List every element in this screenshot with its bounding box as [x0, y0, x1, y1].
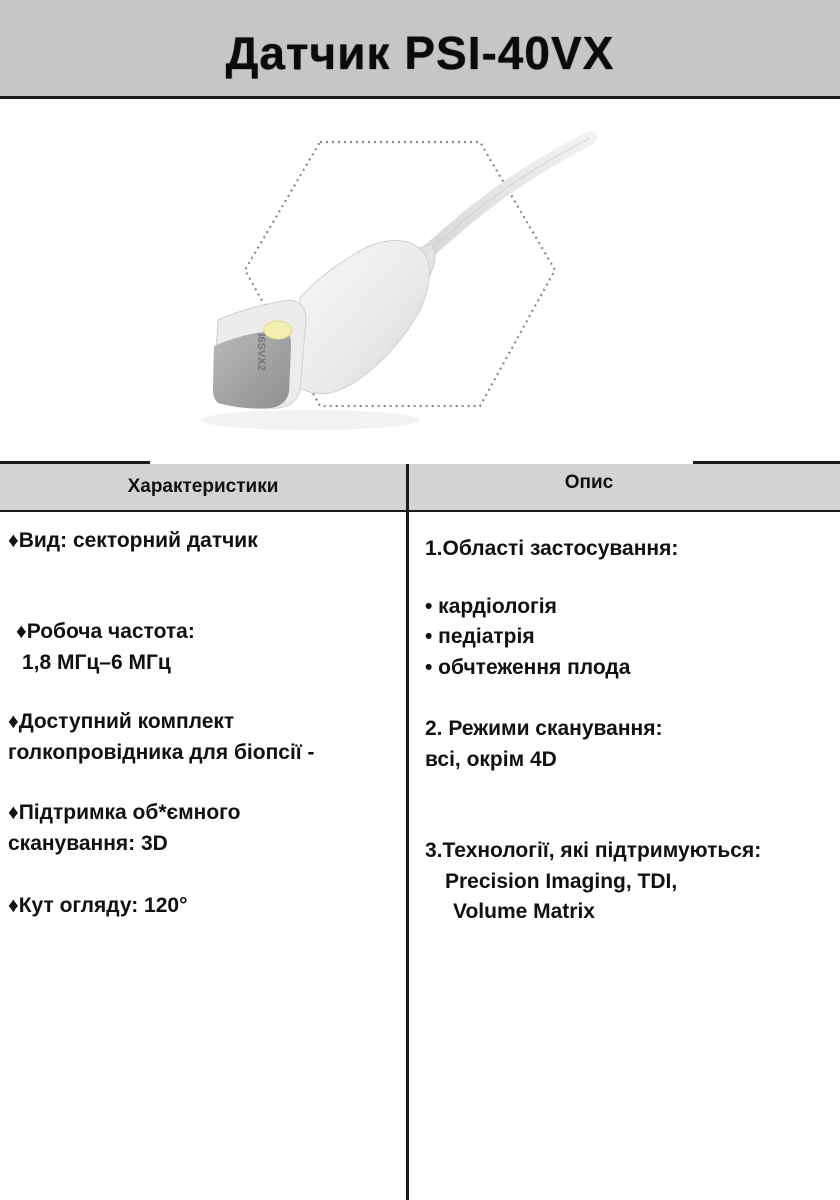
desc-area-item: • педіатрія: [425, 625, 535, 648]
spec-view-angle: ♦Кут огляду: 120°: [8, 894, 188, 917]
column-divider: [406, 464, 409, 1200]
table-header-right: [409, 464, 840, 512]
desc-areas-title: 1.Області застосування:: [425, 537, 679, 560]
desc-modes-title: 2. Режими сканування:: [425, 717, 663, 740]
ultrasound-probe-icon: [150, 120, 620, 460]
probe-image: [150, 120, 620, 460]
table-header-left: [0, 464, 406, 512]
column-header-characteristics: Характеристики: [127, 476, 279, 497]
probe-cable: [420, 138, 590, 258]
spec-volume-label: ♦Підтримка об*ємного: [8, 801, 241, 824]
spec-volume-value: сканування: 3D: [8, 832, 168, 855]
spec-frequency-label: ♦Робоча частота:: [16, 620, 195, 643]
spec-biopsy-label: ♦Доступний комплект: [8, 710, 235, 733]
page-title: Датчик PSI-40VX: [225, 27, 615, 79]
probe-body: [300, 240, 430, 393]
probe-indicator-light: [264, 321, 292, 339]
probe-label: I6SVX2: [255, 333, 267, 371]
desc-tech-title: 3.Технології, які підтримуються:: [425, 839, 762, 862]
desc-tech-line: Precision Imaging, TDI,: [445, 870, 678, 893]
desc-modes-value: всі, окрім 4D: [425, 748, 557, 771]
desc-area-item: • обчтеження плода: [425, 656, 631, 679]
desc-area-item: • кардіологія: [425, 595, 557, 618]
spec-frequency-value: 1,8 МГц–6 МГц: [22, 651, 171, 674]
title-bar: [0, 0, 840, 99]
spec-biopsy-value: голкопровідника для біопсії -: [8, 741, 315, 764]
spec-type: ♦Вид: секторний датчик: [8, 529, 258, 552]
probe-lens: [213, 330, 291, 408]
column-header-description: Опис: [564, 472, 614, 493]
desc-tech-line: Volume Matrix: [453, 900, 595, 923]
